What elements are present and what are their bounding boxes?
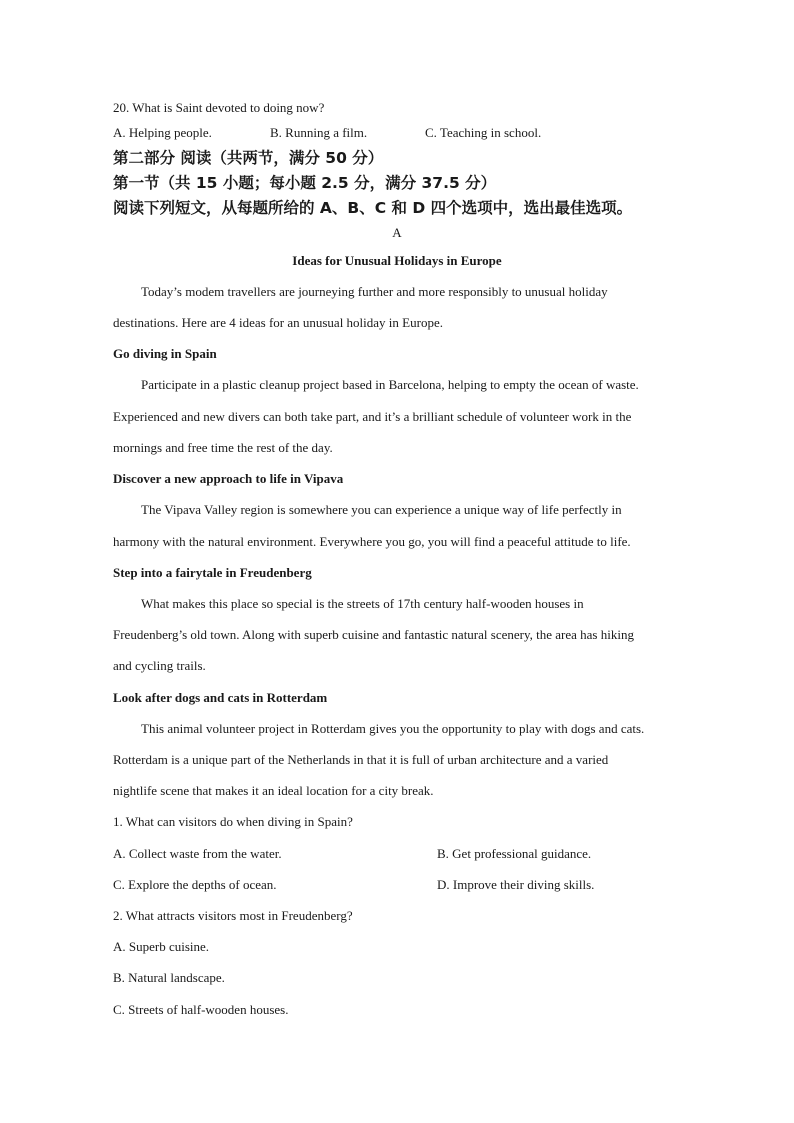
paragraph-line: This animal volunteer project in Rotterdam gives you the opportunity to play with dogs and cats. bbox=[141, 721, 645, 736]
section-heading-vipava: Discover a new approach to life in Vipava bbox=[113, 471, 344, 486]
section-subtitle: 第一节（共 15 小题；每小题 2.5 分，满分 37.5 分） bbox=[113, 174, 497, 192]
passage-label: A bbox=[392, 225, 402, 240]
section-instruction: 阅读下列短文，从每题所给的 A、B、C 和 D 四个选项中，选出最佳选项。 bbox=[113, 199, 633, 217]
question-1-option-c: C. Explore the depths of ocean. bbox=[113, 877, 277, 892]
question-1-option-d: D. Improve their diving skills. bbox=[437, 877, 595, 892]
paragraph-line: harmony with the natural environment. Everywhere you go, you will find a peaceful attitude to life. bbox=[113, 534, 631, 549]
section-heading-rotterdam: Look after dogs and cats in Rotterdam bbox=[113, 690, 328, 705]
q20-option-c: C. Teaching in school. bbox=[425, 125, 542, 140]
paragraph-line: What makes this place so special is the streets of 17th century half-wooden houses in bbox=[141, 596, 584, 611]
paragraph-line: Freudenberg’s old town. Along with superb cuisine and fantastic natural scenery, the area has hiking bbox=[113, 627, 634, 642]
q20-option-b: B. Running a film. bbox=[270, 125, 368, 140]
paragraph-line: mornings and free time the rest of the day. bbox=[113, 440, 333, 455]
part-title: 第二部分 阅读（共两节，满分 50 分） bbox=[113, 149, 384, 167]
question-1-stem: 1. What can visitors do when diving in Spain? bbox=[113, 814, 353, 829]
question-1-option-b: B. Get professional guidance. bbox=[437, 846, 592, 861]
intro-line: Today’s modem travellers are journeying further and more responsibly to unusual holiday bbox=[141, 284, 608, 299]
paragraph-line: Experienced and new divers can both take part, and it’s a brilliant schedule of volunteer work in the bbox=[113, 409, 632, 424]
paragraph-line: The Vipava Valley region is somewhere you can experience a unique way of life perfectly in bbox=[141, 502, 622, 517]
q20-option-a: A. Helping people. bbox=[113, 125, 212, 140]
question-1-option-a: A. Collect waste from the water. bbox=[113, 846, 282, 861]
section-heading-spain: Go diving in Spain bbox=[113, 346, 217, 361]
intro-line: destinations. Here are 4 ideas for an unusual holiday in Europe. bbox=[113, 315, 443, 330]
question-2-stem: 2. What attracts visitors most in Freudenberg? bbox=[113, 908, 353, 923]
question-2-option-c: C. Streets of half-wooden houses. bbox=[113, 1002, 289, 1017]
paragraph-line: Participate in a plastic cleanup project based in Barcelona, helping to empty the ocean of waste. bbox=[141, 377, 639, 392]
passage-title: Ideas for Unusual Holidays in Europe bbox=[292, 253, 502, 268]
paragraph-line: Rotterdam is a unique part of the Netherlands in that it is full of urban architecture and a varied bbox=[113, 752, 609, 767]
section-heading-freudenberg: Step into a fairytale in Freudenberg bbox=[113, 565, 312, 580]
q20-stem: 20. What is Saint devoted to doing now? bbox=[113, 100, 325, 115]
paragraph-line: nightlife scene that makes it an ideal location for a city break. bbox=[113, 783, 434, 798]
question-2-option-b: B. Natural landscape. bbox=[113, 970, 225, 985]
question-2-option-a: A. Superb cuisine. bbox=[113, 939, 210, 954]
paragraph-line: and cycling trails. bbox=[113, 658, 206, 673]
